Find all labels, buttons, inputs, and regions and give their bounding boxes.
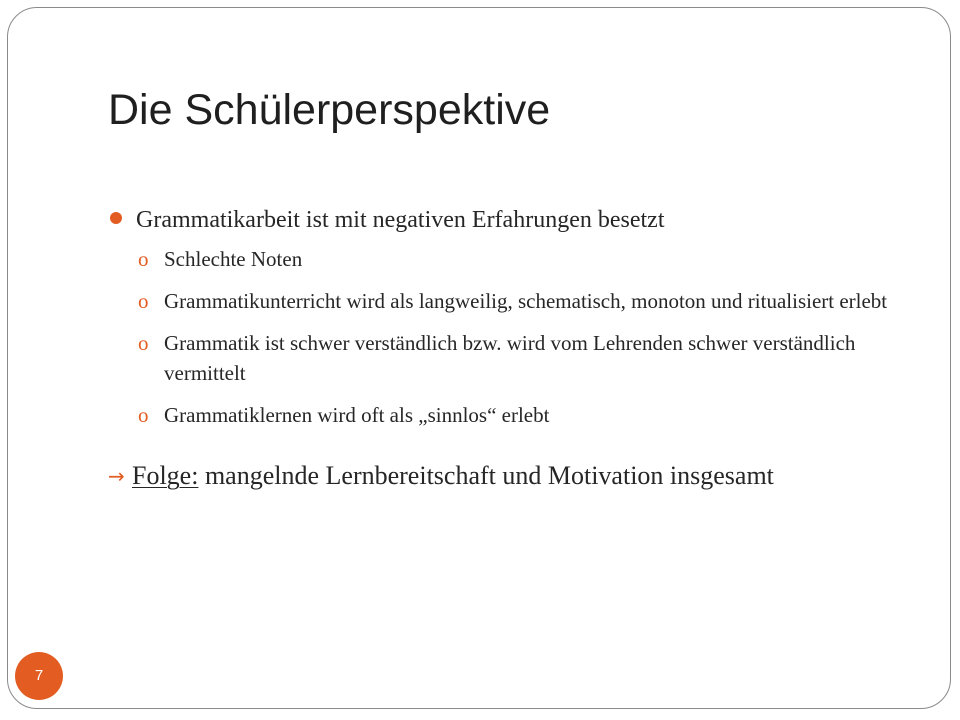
main-bullet bbox=[108, 202, 888, 238]
conclusion bbox=[108, 460, 888, 492]
slide-content bbox=[108, 202, 888, 492]
sub-bullet bbox=[108, 400, 888, 430]
sub-bullet-marker-icon: o bbox=[138, 331, 149, 355]
sub-bullet-marker-icon: o bbox=[138, 247, 149, 271]
sub-bullet-text: Grammatiklernen wird oft als „sinnlos“ erlebt bbox=[164, 403, 550, 427]
main-bullet-text: Grammatikarbeit ist mit negativen Erfahrungen besetzt bbox=[136, 207, 665, 233]
bullet-dot-icon bbox=[110, 212, 122, 224]
conclusion-label: Folge: bbox=[132, 461, 199, 490]
sub-bullet-text: Grammatikunterricht wird als langweilig, schematisch, monoton und ritualisiert erlebt bbox=[164, 289, 888, 313]
right-arrow-icon: → bbox=[108, 464, 125, 488]
sub-bullet-list bbox=[108, 244, 888, 430]
slide-number-badge: 7 bbox=[15, 652, 63, 700]
sub-bullet-marker-icon: o bbox=[138, 289, 149, 313]
sub-bullet bbox=[108, 244, 888, 274]
sub-bullet-text: Schlechte Noten bbox=[164, 247, 303, 271]
sub-bullet-text: Grammatik ist schwer verständlich bzw. wird vom Lehrenden schwer verständlich vermittelt bbox=[164, 331, 856, 385]
sub-bullet-marker-icon: o bbox=[138, 403, 149, 427]
slide-title: Die Schülerperspektive bbox=[108, 86, 551, 134]
sub-bullet bbox=[108, 328, 888, 388]
sub-bullet bbox=[108, 286, 888, 316]
conclusion-text: mangelnde Lernbereitschaft und Motivation insgesamt bbox=[198, 461, 774, 490]
